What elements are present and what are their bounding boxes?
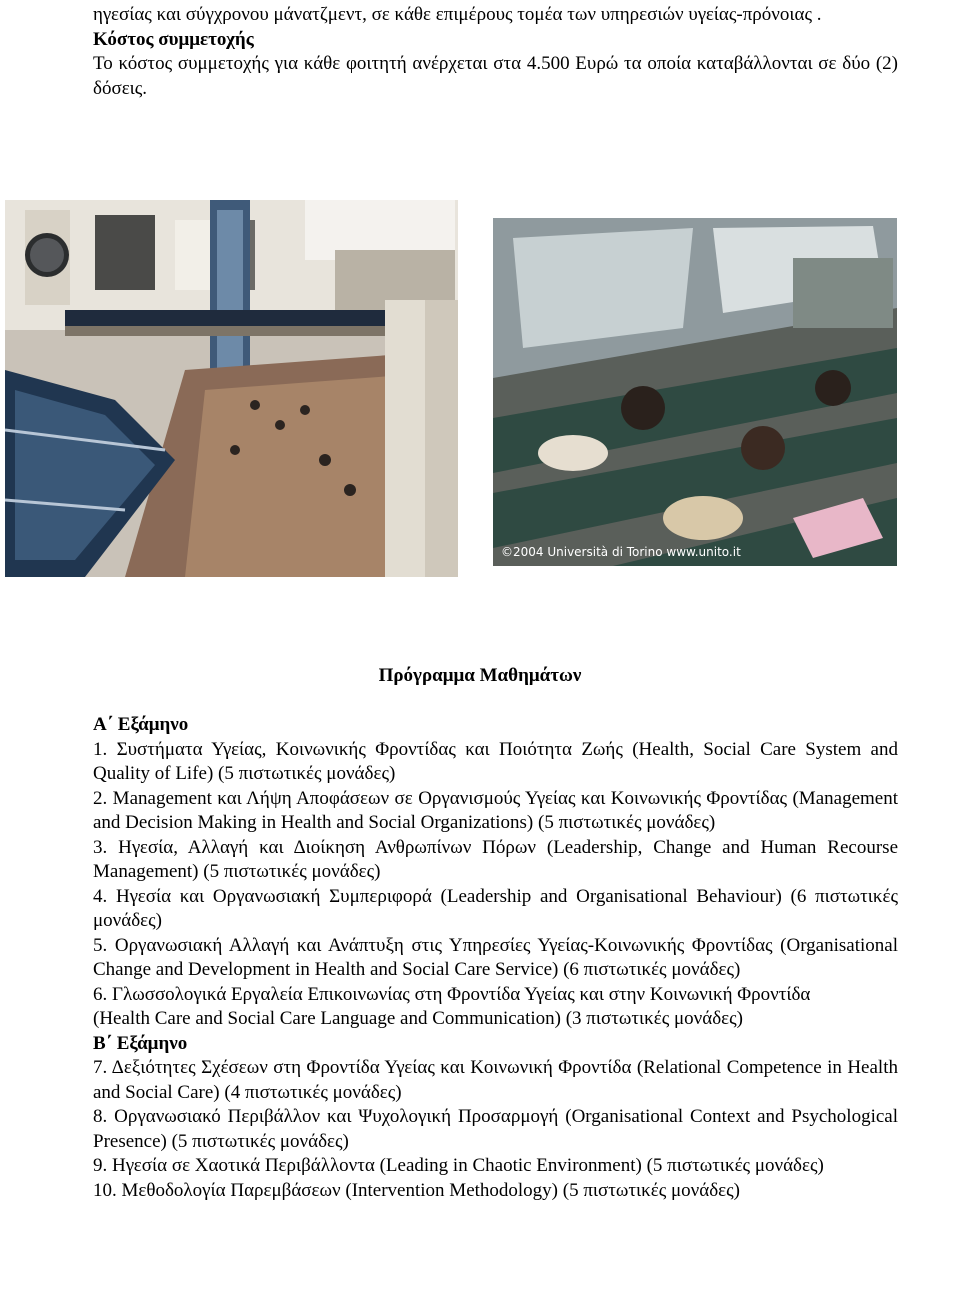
course-list (93, 713, 898, 1203)
course-item: 5. Οργανωσιακή Αλλαγή και Ανάπτυξη στις Υπηρεσίες Υγείας-Κοινωνικής Φροντίδας (Organisational Change and Development in Health and Social Care Service) (6 πιστωτικές μονάδες) (93, 934, 898, 980)
course-item: 3. Ηγεσία, Αλλαγή και Διοίκηση Ανθρωπίνων Πόρων (Leadership, Change and Human Recourse Management) (5 πιστωτικές μονάδες) (93, 836, 898, 882)
course-item: 6. Γλωσσολογικά Εργαλεία Επικοινωνίας στη Φροντίδα Υγείας και στην Κοινωνική Φροντίδα (93, 983, 811, 1005)
program-title: Πρόγραμμα Μαθημάτων (378, 665, 582, 686)
course-item: 10. Μεθοδολογία Παρεμβάσεων (Intervention Methodology) (5 πιστωτικές μονάδες) (93, 1179, 741, 1201)
photo-row (0, 200, 960, 580)
intro-text: ηγεσίας και σύγχρονου μάνατζμεντ, σε κάθε επιμέρους τομέα των υπηρεσιών υγείας-πρόνοιας . (93, 4, 822, 25)
semester-a-heading: Α΄ Εξάμηνο (93, 714, 189, 735)
course-item: 7. Δεξιότητες Σχέσεων στη Φροντίδα Υγείας και Κοινωνική Φροντίδα (Relational Competence in Health and Social Care) (4 πιστωτικές μονάδες) (93, 1057, 898, 1103)
course-item: 4. Ηγεσία και Οργανωσιακή Συμπεριφορά (Leadership and Organisational Behaviour) (6 πιστωτικές μονάδες) (93, 885, 898, 931)
intro-section (93, 3, 898, 101)
course-item: 1. Συστήματα Υγείας, Κοινωνικής Φροντίδας και Ποιότητα Ζωής (Health, Social Care System and Quality of Life) (5 πιστωτικές μονάδες) (93, 738, 898, 784)
photo-caption: ©2004 Università di Torino www.unito.it (501, 545, 741, 559)
course-item: 8. Οργανωσιακό Περιβάλλον και Ψυχολογική Προσαρμογή (Organisational Context and Psychological Presence) (5 πιστωτικές μονάδες) (93, 1106, 898, 1152)
course-item: 2. Management και Λήψη Αποφάσεων σε Οργανισμούς Υγείας και Κοινωνικής Φροντίδας (Management and Decision Making in Health and Social Organizations) (5 πιστωτικές μονάδες) (93, 787, 898, 833)
cost-heading: Κόστος συμμετοχής (93, 28, 254, 50)
lecture-hall-photo (493, 218, 897, 566)
cost-text: Το κόστος συμμετοχής για κάθε φοιτητή ανέρχεται στα 4.500 Ευρώ τα οποία καταβάλλονται σε δύο (2) δόσεις. (93, 53, 898, 99)
course-item: (Health Care and Social Care Language and Communication) (3 πιστωτικές μονάδες) (93, 1008, 743, 1029)
course-item: 9. Ηγεσία σε Χαοτικά Περιβάλλοντα (Leading in Chaotic Environment) (5 πιστωτικές μονάδες) (93, 1155, 824, 1176)
atrium-photo (5, 200, 458, 577)
semester-b-heading: Β΄ Εξάμηνο (93, 1032, 188, 1054)
